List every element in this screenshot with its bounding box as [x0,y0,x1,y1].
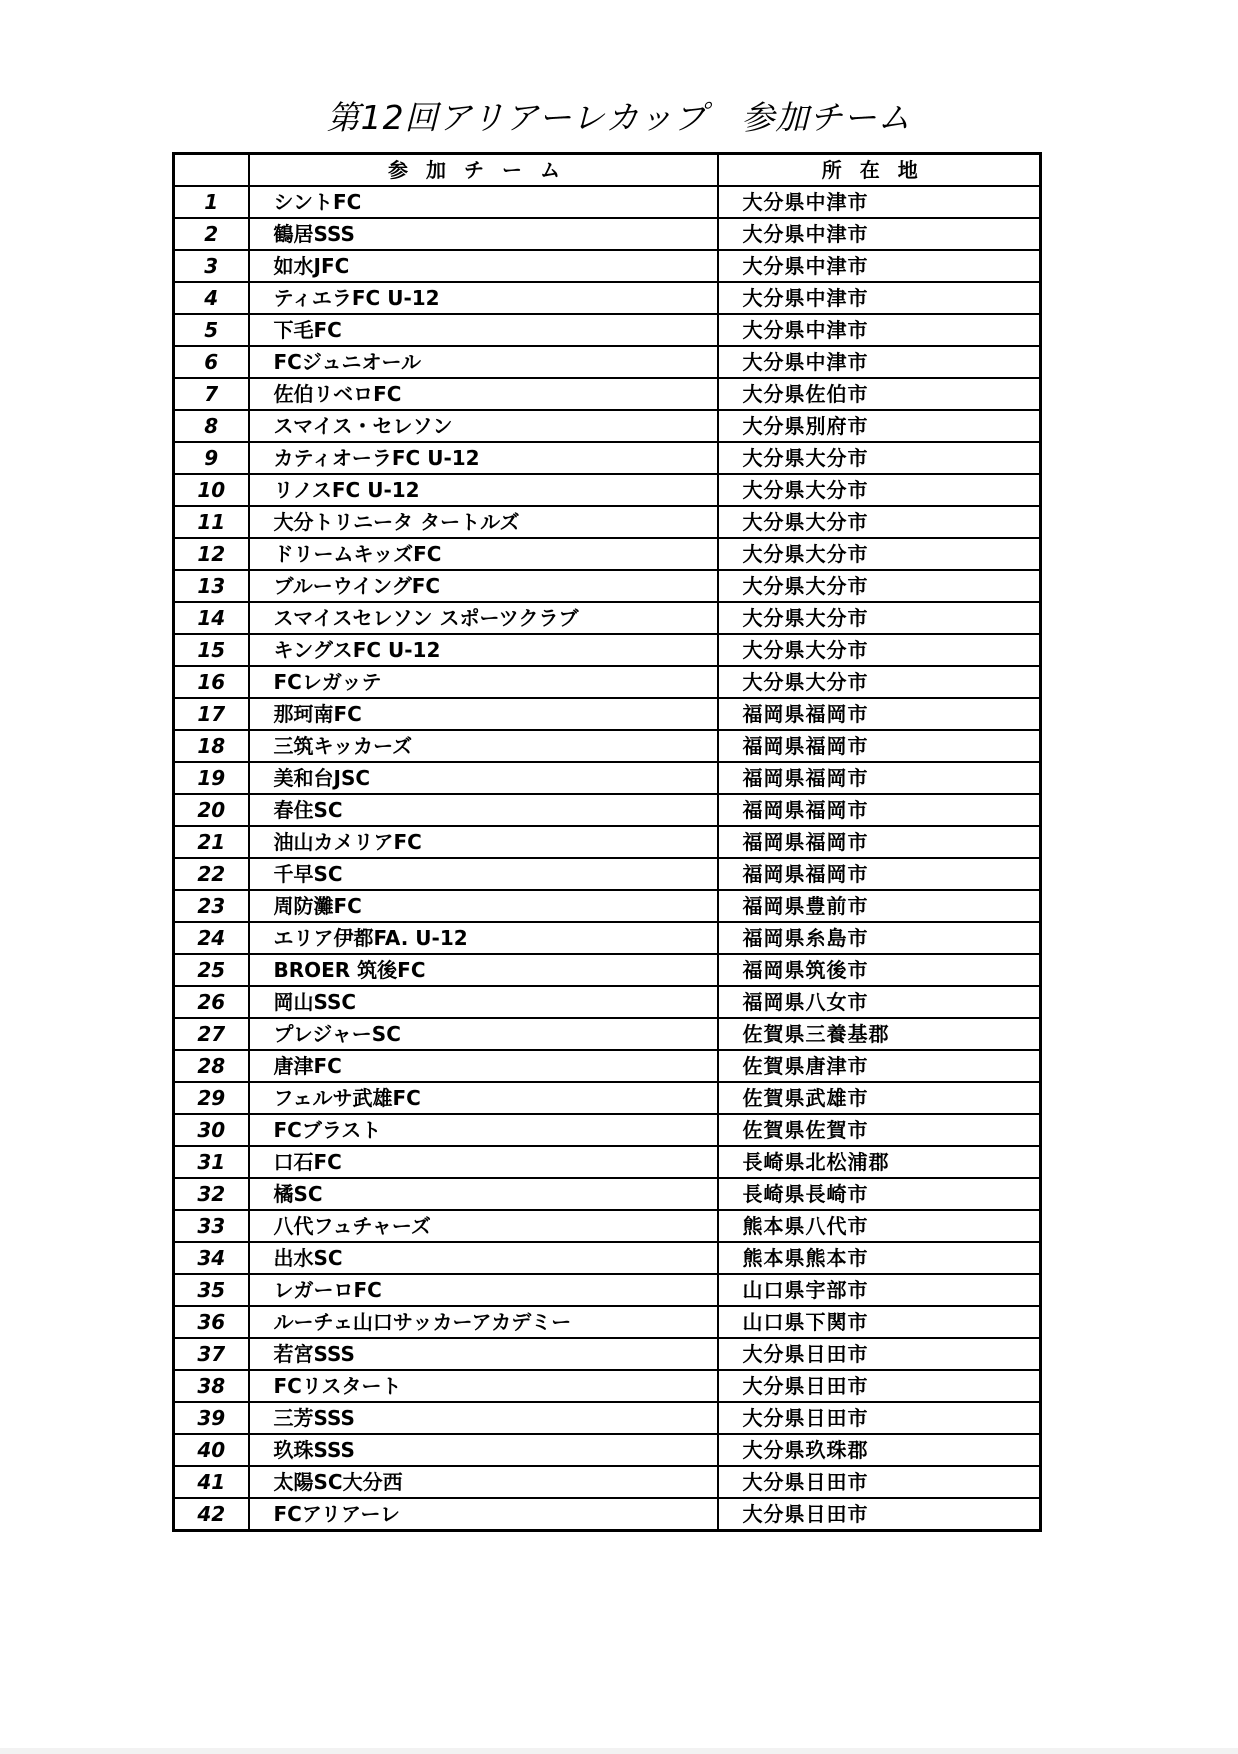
table-row [174,762,1041,794]
row-number: 12 [174,538,249,570]
team-location: 佐賀県佐賀市 [718,1114,1041,1146]
row-number: 37 [174,1338,249,1370]
team-name: 鶴居SSS [249,218,718,250]
table-row [174,1210,1041,1242]
team-name: スマイス・セレソン [249,410,718,442]
team-name: リノスFC U-12 [249,474,718,506]
table-row [174,1242,1041,1274]
table-row [174,602,1041,634]
table-row [174,1466,1041,1498]
team-name: 如水JFC [249,250,718,282]
row-number: 5 [174,314,249,346]
table-row [174,410,1041,442]
table-row [174,666,1041,698]
team-name: フェルサ武雄FC [249,1082,718,1114]
team-location: 熊本県熊本市 [718,1242,1041,1274]
table-row [174,890,1041,922]
table-body [174,186,1041,1531]
row-number: 27 [174,1018,249,1050]
team-location: 大分県佐伯市 [718,378,1041,410]
team-name: 那珂南FC [249,698,718,730]
table-header-row [174,154,1041,187]
team-name: ルーチェ山口サッカーアカデミー [249,1306,718,1338]
row-number: 23 [174,890,249,922]
team-name: FCアリアーレ [249,1498,718,1531]
row-number: 18 [174,730,249,762]
table-row [174,1274,1041,1306]
page-bottom-edge [0,1748,1238,1754]
table-row [174,218,1041,250]
table-row [174,986,1041,1018]
team-name: シントFC [249,186,718,218]
table-row [174,634,1041,666]
team-location: 福岡県福岡市 [718,826,1041,858]
table-row [174,1402,1041,1434]
team-location: 大分県別府市 [718,410,1041,442]
row-number: 8 [174,410,249,442]
row-number: 14 [174,602,249,634]
row-number: 13 [174,570,249,602]
team-location: 大分県日田市 [718,1402,1041,1434]
team-name: 下毛FC [249,314,718,346]
row-number: 22 [174,858,249,890]
team-name: エリア伊都FA. U-12 [249,922,718,954]
table-row [174,1146,1041,1178]
team-location: 大分県大分市 [718,442,1041,474]
table-row [174,250,1041,282]
row-number: 17 [174,698,249,730]
table-row [174,1434,1041,1466]
table-row [174,1114,1041,1146]
team-name: BROER 筑後FC [249,954,718,986]
team-location: 山口県下関市 [718,1306,1041,1338]
teams-table [172,152,1042,1532]
team-name: FCブラスト [249,1114,718,1146]
table-row [174,794,1041,826]
row-number: 19 [174,762,249,794]
table-row [174,506,1041,538]
row-number: 4 [174,282,249,314]
team-location: 長崎県長崎市 [718,1178,1041,1210]
row-number: 25 [174,954,249,986]
row-number: 2 [174,218,249,250]
table-row [174,730,1041,762]
team-location: 佐賀県三養基郡 [718,1018,1041,1050]
team-location: 大分県大分市 [718,474,1041,506]
table-row [174,378,1041,410]
team-name: 三筑キッカーズ [249,730,718,762]
row-number: 33 [174,1210,249,1242]
team-location: 熊本県八代市 [718,1210,1041,1242]
team-name: 三芳SSS [249,1402,718,1434]
table-row [174,1498,1041,1531]
team-location: 福岡県福岡市 [718,698,1041,730]
team-name: 八代フュチャーズ [249,1210,718,1242]
team-name: 玖珠SSS [249,1434,718,1466]
row-number: 36 [174,1306,249,1338]
team-location: 大分県中津市 [718,186,1041,218]
team-location: 長崎県北松浦郡 [718,1146,1041,1178]
team-location: 大分県大分市 [718,538,1041,570]
team-name: 太陽SC大分西 [249,1466,718,1498]
header-number [174,154,249,187]
team-location: 大分県日田市 [718,1466,1041,1498]
row-number: 20 [174,794,249,826]
team-name: 岡山SSC [249,986,718,1018]
team-location: 大分県日田市 [718,1370,1041,1402]
row-number: 38 [174,1370,249,1402]
table-row [174,1018,1041,1050]
row-number: 24 [174,922,249,954]
team-location: 大分県大分市 [718,602,1041,634]
team-name: キングスFC U-12 [249,634,718,666]
team-name: 唐津FC [249,1050,718,1082]
row-number: 39 [174,1402,249,1434]
row-number: 40 [174,1434,249,1466]
team-name: カティオーラFC U-12 [249,442,718,474]
team-name: 佐伯リベロFC [249,378,718,410]
row-number: 16 [174,666,249,698]
team-location: 大分県大分市 [718,634,1041,666]
row-number: 21 [174,826,249,858]
team-location: 福岡県糸島市 [718,922,1041,954]
team-name: FCリスタート [249,1370,718,1402]
row-number: 34 [174,1242,249,1274]
table-row [174,1306,1041,1338]
team-name: ドリームキッズFC [249,538,718,570]
table-row [174,186,1041,218]
table-row [174,282,1041,314]
team-name: 千早SC [249,858,718,890]
team-name: 出水SC [249,1242,718,1274]
table-row [174,1370,1041,1402]
team-location: 福岡県豊前市 [718,890,1041,922]
table-row [174,570,1041,602]
team-name: 大分トリニータ タートルズ [249,506,718,538]
row-number: 7 [174,378,249,410]
row-number: 30 [174,1114,249,1146]
table-row [174,538,1041,570]
table-row [174,1178,1041,1210]
row-number: 3 [174,250,249,282]
team-location: 佐賀県武雄市 [718,1082,1041,1114]
table-row [174,1082,1041,1114]
team-location: 福岡県福岡市 [718,762,1041,794]
team-name: FCレガッテ [249,666,718,698]
team-location: 佐賀県唐津市 [718,1050,1041,1082]
team-location: 大分県大分市 [718,506,1041,538]
team-name: ブルーウイングFC [249,570,718,602]
team-location: 大分県中津市 [718,282,1041,314]
team-location: 福岡県福岡市 [718,858,1041,890]
row-number: 26 [174,986,249,1018]
row-number: 6 [174,346,249,378]
row-number: 29 [174,1082,249,1114]
team-name: 春住SC [249,794,718,826]
table-row [174,698,1041,730]
team-location: 大分県中津市 [718,314,1041,346]
row-number: 42 [174,1498,249,1531]
row-number: 31 [174,1146,249,1178]
row-number: 32 [174,1178,249,1210]
team-location: 大分県玖珠郡 [718,1434,1041,1466]
table-row [174,954,1041,986]
row-number: 10 [174,474,249,506]
row-number: 1 [174,186,249,218]
table-row [174,1050,1041,1082]
team-name: 美和台JSC [249,762,718,794]
team-location: 福岡県福岡市 [718,730,1041,762]
team-name: 口石FC [249,1146,718,1178]
table-row [174,922,1041,954]
team-name: スマイスセレソン スポーツクラブ [249,602,718,634]
table-row [174,474,1041,506]
team-location: 大分県大分市 [718,666,1041,698]
team-location: 福岡県筑後市 [718,954,1041,986]
row-number: 35 [174,1274,249,1306]
table-row [174,314,1041,346]
table-row [174,1338,1041,1370]
row-number: 28 [174,1050,249,1082]
team-name: ティエラFC U-12 [249,282,718,314]
table-row [174,858,1041,890]
team-location: 大分県中津市 [718,218,1041,250]
header-team: 参加チーム [249,154,718,187]
table-row [174,826,1041,858]
team-name: 橘SC [249,1178,718,1210]
team-location: 大分県日田市 [718,1338,1041,1370]
table-row [174,346,1041,378]
row-number: 9 [174,442,249,474]
team-location: 山口県宇部市 [718,1274,1041,1306]
team-location: 大分県大分市 [718,570,1041,602]
team-name: プレジャーSC [249,1018,718,1050]
table-row [174,442,1041,474]
team-name: FCジュニオール [249,346,718,378]
team-name: レガーロFC [249,1274,718,1306]
team-location: 福岡県八女市 [718,986,1041,1018]
team-name: 油山カメリアFC [249,826,718,858]
page-title: 第12回アリアーレカップ 参加チーム [326,98,912,137]
team-location: 大分県日田市 [718,1498,1041,1531]
header-location: 所在地 [718,154,1041,187]
row-number: 41 [174,1466,249,1498]
team-location: 大分県中津市 [718,346,1041,378]
team-name: 若宮SSS [249,1338,718,1370]
team-name: 周防灘FC [249,890,718,922]
team-location: 大分県中津市 [718,250,1041,282]
row-number: 15 [174,634,249,666]
row-number: 11 [174,506,249,538]
team-location: 福岡県福岡市 [718,794,1041,826]
